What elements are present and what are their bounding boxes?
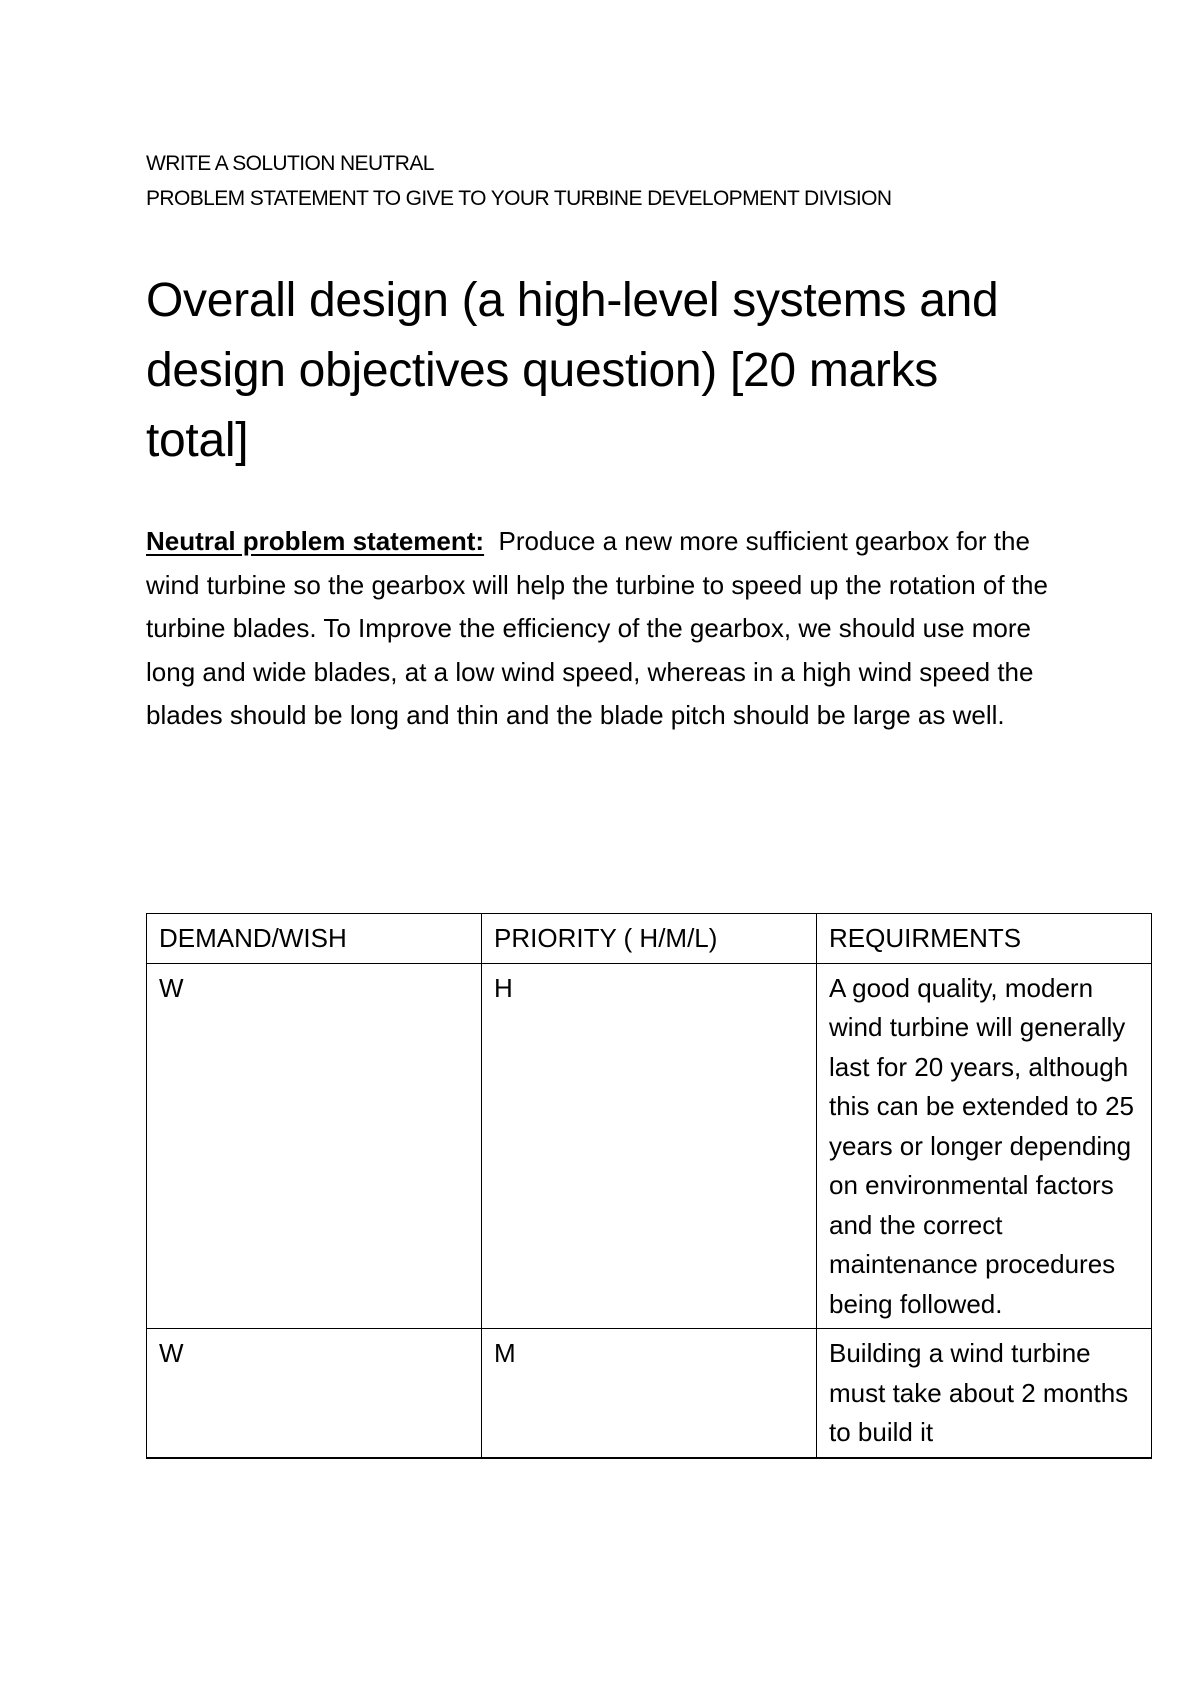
requirement-cell: Building a wind turbine must take about 2 months to build it bbox=[817, 1329, 1152, 1458]
problem-statement-text: Produce a new more sufficient gearbox for the wind turbine so the gearbox will help the turbine to speed up the rotation of the turbine blades. To Improve the efficiency of the gearbox, we should use more long and wide blades, at a low wind speed, whereas in a high wind speed the blades should be long and thin and the blade pitch should be large as well. bbox=[146, 526, 1048, 730]
table-header-row bbox=[147, 914, 1152, 964]
demand-cell: W bbox=[147, 1329, 482, 1458]
demand-cell: W bbox=[147, 963, 482, 1329]
problem-statement bbox=[146, 520, 1086, 738]
header-priority: PRIORITY ( H/M/L) bbox=[482, 914, 817, 964]
problem-statement-label: Neutral problem statement: bbox=[146, 526, 485, 556]
priority-cell: M bbox=[482, 1329, 817, 1458]
priority-cell: H bbox=[482, 963, 817, 1329]
header-requirements: REQUIRMENTS bbox=[817, 914, 1152, 964]
instruction-line-2: PROBLEM STATEMENT TO GIVE TO YOUR TURBINE DEVELOPMENT DIVISION bbox=[146, 187, 892, 210]
page-title: Overall design (a high-level systems and design objectives question) [20 marks total] bbox=[146, 274, 999, 467]
requirement-cell: A good quality, modern wind turbine will generally last for 20 years, although this can be extended to 25 years or longer depending on environmental factors and the correct maintenance procedures being followed. bbox=[817, 963, 1152, 1329]
table-row bbox=[147, 963, 1152, 1329]
instruction-line-1: WRITE A SOLUTION NEUTRAL bbox=[146, 152, 434, 175]
requirements-table bbox=[146, 913, 1152, 1459]
table-row bbox=[147, 1329, 1152, 1458]
header-demand-wish: DEMAND/WISH bbox=[147, 914, 482, 964]
